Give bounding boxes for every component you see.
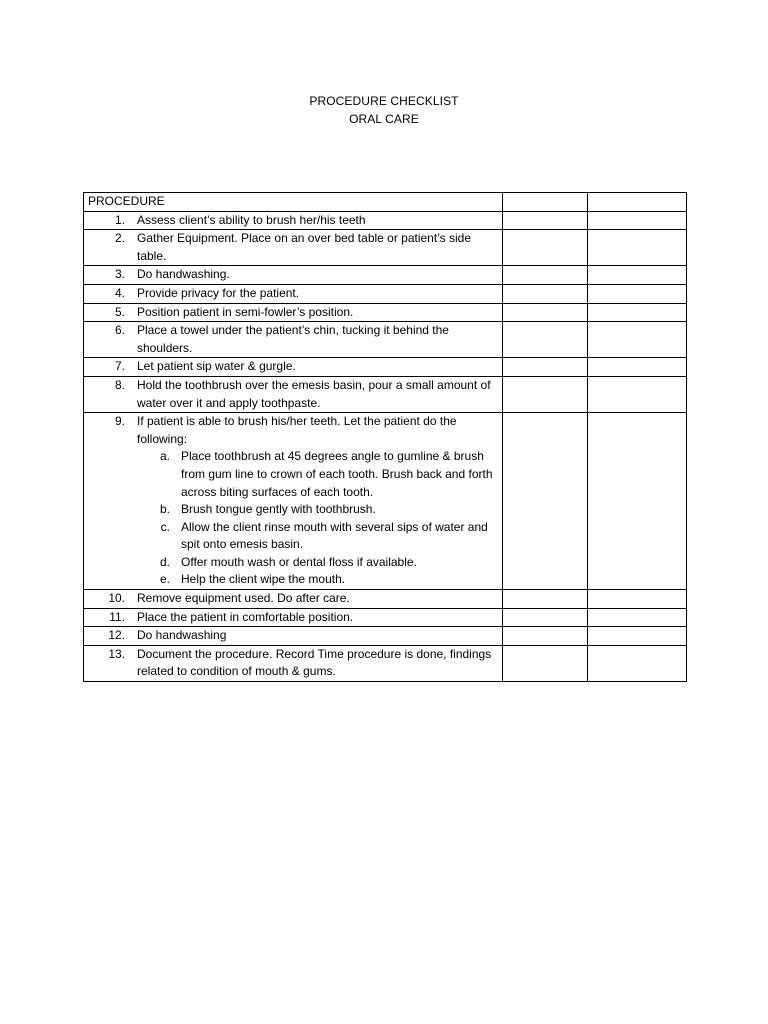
step-number: 13.	[108, 646, 125, 661]
procedure-step-cell	[84, 358, 503, 377]
procedure-step-cell	[84, 322, 503, 358]
check-cell	[588, 358, 687, 377]
procedure-step-cell	[84, 413, 503, 590]
table-row	[84, 590, 687, 609]
check-cell	[503, 230, 588, 266]
step-text: Assess client’s ability to brush her/his teeth	[137, 212, 366, 227]
step-text: Document the procedure. Record Time procedure is done, findings related to condition of mouth & gums.	[137, 646, 492, 679]
procedure-step	[84, 413, 502, 448]
check-cell	[588, 322, 687, 358]
step-text: Place the patient in comfortable position.	[137, 609, 354, 624]
step-number: 4.	[114, 285, 125, 300]
sub-step	[84, 501, 502, 519]
sub-step-text: Place toothbrush at 45 degrees angle to gumline & brush from gum line to crown of each tooth. Brush back and forth across biting surfaces of each tooth.	[181, 449, 493, 499]
procedure-step	[84, 322, 502, 357]
sub-step	[84, 554, 502, 572]
step-number: 5.	[114, 304, 125, 319]
sub-step-text: Brush tongue gently with toothbrush.	[181, 502, 376, 517]
step-number: 12.	[108, 628, 125, 643]
check-cell	[588, 211, 687, 230]
procedure-step	[84, 377, 502, 412]
procedure-step-cell	[84, 303, 503, 322]
table-row	[84, 358, 687, 377]
check-cell	[503, 413, 588, 590]
check-cell	[503, 303, 588, 322]
step-text: Gather Equipment. Place on an over bed table or patient’s side table.	[137, 231, 471, 263]
check-cell	[503, 284, 588, 303]
check-cell	[588, 645, 687, 681]
check-cell	[588, 376, 687, 412]
procedure-step-cell	[84, 284, 503, 303]
step-number: 1.	[114, 212, 125, 227]
sub-step-letter: d.	[159, 554, 170, 569]
check-cell	[503, 645, 588, 681]
check-cell	[588, 230, 687, 266]
step-text: Place a towel under the patient’s chin, tucking it behind the shoulders.	[137, 323, 449, 355]
procedure-step-cell	[84, 211, 503, 230]
step-text: Hold the toothbrush over the emesis basin, pour a small amount of water over it and apply toothpaste.	[137, 377, 491, 410]
step-text: Remove equipment used. Do after care.	[137, 591, 350, 606]
procedure-step-cell	[84, 266, 503, 285]
sub-step-letter: b.	[159, 502, 170, 517]
procedure-step-cell	[84, 590, 503, 609]
page-subtitle: ORAL CARE	[349, 112, 419, 126]
table-row	[84, 413, 687, 590]
check-cell	[503, 590, 588, 609]
check-column-1	[503, 193, 588, 212]
procedure-step	[84, 627, 502, 645]
procedure-step-cell	[84, 230, 503, 266]
procedure-step	[84, 285, 502, 303]
table-row	[84, 627, 687, 646]
procedure-step	[84, 590, 502, 608]
table-header-row	[84, 193, 687, 212]
check-column-2	[588, 193, 687, 212]
check-cell	[503, 322, 588, 358]
sub-step	[84, 448, 502, 501]
sub-step-text: Offer mouth wash or dental floss if available.	[181, 554, 417, 569]
step-number: 6.	[114, 323, 125, 338]
step-text: Position patient in semi-fowler’s position.	[137, 304, 354, 319]
step-text: Let patient sip water & gurgle.	[137, 359, 296, 374]
procedure-step-cell	[84, 645, 503, 681]
step-text: Provide privacy for the patient.	[137, 285, 300, 300]
step-number: 7.	[114, 359, 125, 374]
check-cell	[588, 627, 687, 646]
sub-step	[84, 571, 502, 589]
check-cell	[503, 211, 588, 230]
procedure-step-cell	[84, 627, 503, 646]
page-title: PROCEDURE CHECKLIST	[309, 94, 459, 108]
check-cell	[588, 284, 687, 303]
step-number: 8.	[114, 377, 125, 392]
step-text: Do handwashing	[137, 628, 227, 643]
sub-step-letter: e.	[159, 572, 170, 587]
check-cell	[503, 358, 588, 377]
step-number: 10.	[108, 591, 125, 606]
table-row	[84, 608, 687, 627]
step-number: 2.	[114, 231, 125, 246]
table-row	[84, 303, 687, 322]
check-cell	[503, 376, 588, 412]
sub-step-letter: a.	[159, 449, 170, 464]
procedure-step	[84, 609, 502, 627]
procedure-step	[84, 266, 502, 284]
table-row	[84, 266, 687, 285]
procedure-step	[84, 646, 502, 681]
table-row	[84, 230, 687, 266]
check-cell	[503, 266, 588, 285]
procedure-header: PROCEDURE	[84, 193, 503, 212]
check-cell	[588, 303, 687, 322]
step-number: 3.	[114, 267, 125, 282]
sub-step	[84, 519, 502, 554]
step-text: Do handwashing.	[137, 267, 230, 282]
sub-step-text: Help the client wipe the mouth.	[181, 572, 346, 587]
check-cell	[588, 413, 687, 590]
procedure-step-cell	[84, 608, 503, 627]
sub-step-text: Allow the client rinse mouth with several sips of water and spit onto emesis basin.	[181, 519, 488, 552]
step-number: 11.	[109, 609, 125, 624]
sub-step-letter: c.	[160, 519, 170, 534]
table-row	[84, 322, 687, 358]
table-row	[84, 211, 687, 230]
check-cell	[588, 608, 687, 627]
procedure-step-cell	[84, 376, 503, 412]
check-cell	[588, 266, 687, 285]
table-row	[84, 645, 687, 681]
table-row	[84, 376, 687, 412]
procedure-checklist-table	[83, 192, 687, 682]
table-row	[84, 284, 687, 303]
check-cell	[588, 590, 687, 609]
sub-step-list	[84, 448, 502, 589]
procedure-step	[84, 304, 502, 322]
step-text: If patient is able to brush his/her teeth. Let the patient do the following:	[137, 414, 457, 446]
procedure-step	[84, 230, 502, 265]
procedure-step	[84, 358, 502, 376]
check-cell	[503, 627, 588, 646]
procedure-step	[84, 212, 502, 230]
step-number: 9.	[114, 414, 125, 429]
check-cell	[503, 608, 588, 627]
